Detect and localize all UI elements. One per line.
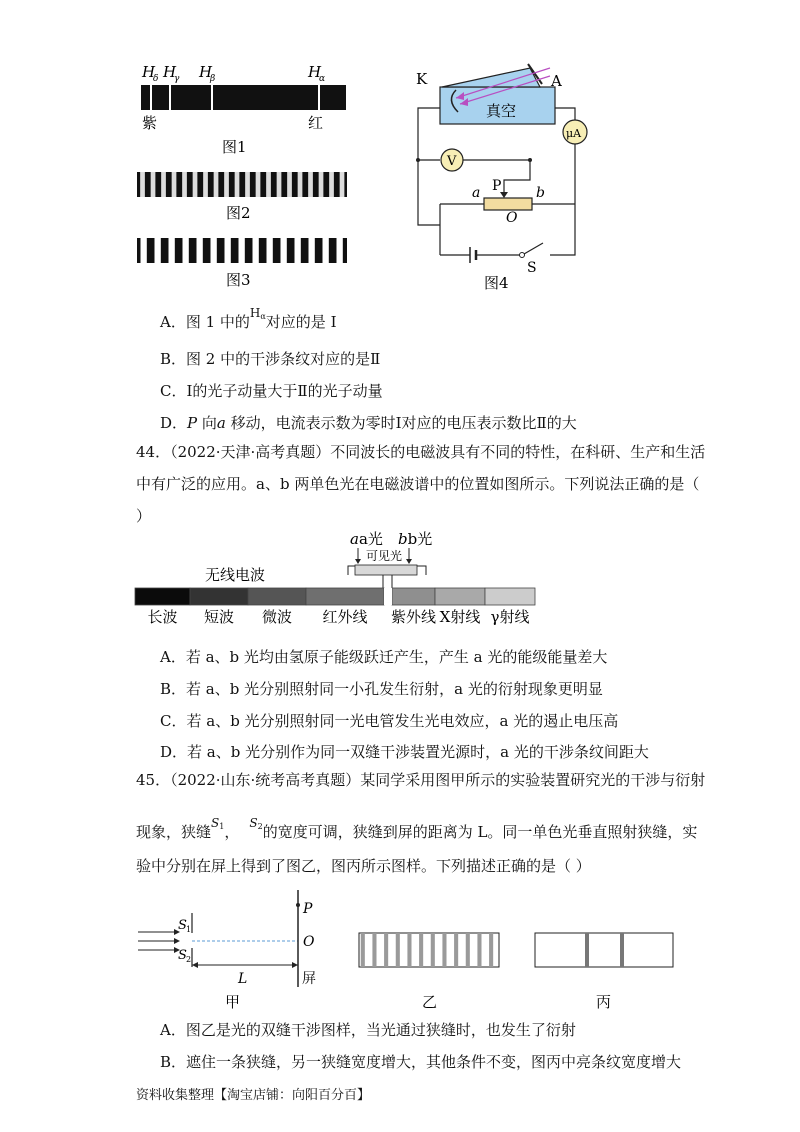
fig3-bright-fringe	[281, 238, 287, 263]
a-light-label: aa光	[350, 530, 383, 548]
yi-dark-fringe	[477, 933, 481, 967]
fig3-bright-fringe	[211, 238, 217, 263]
switch-pivot	[520, 253, 525, 258]
p-label: P	[303, 901, 313, 917]
fig3-bright-fringe	[225, 238, 231, 263]
em-band	[135, 588, 190, 605]
em-band-label: 微波	[261, 608, 293, 626]
q45-line2-prefix: 现象，狭缝	[136, 823, 212, 841]
wire-left	[418, 108, 440, 225]
v-label: V	[447, 154, 457, 169]
line-h-alpha	[318, 85, 320, 110]
q43-option-d-suffix: 移动，电流表示数为零时Ⅰ对应的电压表示数比Ⅱ的大	[225, 414, 577, 432]
screen-label: 屏	[302, 971, 316, 987]
wire-to-p	[504, 160, 530, 192]
q45-option-a: A．图乙是光的双缝干涉图样，当光通过狭缝时，也发生了衍射	[160, 1021, 576, 1039]
em-band-label: 短波	[203, 608, 235, 626]
em-band	[392, 588, 435, 605]
h-alpha-label: H	[308, 63, 322, 81]
fig2-bright-fringe	[151, 172, 156, 197]
q45-stem-line2	[136, 816, 698, 845]
fig2-bright-fringe	[161, 172, 166, 197]
radio-title: 无线电波	[205, 566, 266, 584]
fig2-bright-fringe	[319, 172, 324, 197]
em-band-label: γ射线	[490, 608, 530, 626]
fig2-caption: 图2	[226, 204, 251, 222]
p-label: P	[492, 178, 502, 194]
fig4-circuit	[400, 50, 600, 295]
bing-pattern-frame	[535, 933, 673, 967]
fig2-bright-fringe	[277, 172, 282, 197]
fig2-bright-fringe	[140, 172, 145, 197]
a-label: A	[551, 72, 562, 90]
fig2-bright-fringe	[266, 172, 271, 197]
o-label: O	[303, 934, 315, 950]
q43-option-a	[160, 306, 337, 335]
fig3-bright-fringe	[197, 238, 203, 263]
fig2-bright-fringe	[298, 172, 303, 197]
fig3-fringes	[137, 238, 347, 263]
visible-band	[355, 565, 417, 575]
fig2-bright-fringe	[193, 172, 198, 197]
bing-caption: 丙	[596, 993, 612, 1011]
q43-option-c: C．Ⅰ的光子动量大于Ⅱ的光子动量	[160, 382, 383, 400]
q44-option-a: A．若 a、b 光均由氢原子能级跃迁产生，产生 a 光的能级能量差大	[160, 648, 608, 666]
bing-dark-band-left	[585, 933, 589, 967]
em-band	[435, 588, 485, 605]
yi-dark-fringe	[431, 933, 435, 967]
q45-stem-line1: 45．（2022·山东·统考高考真题）某同学采用图甲所示的实验装置研究光的干涉与衍射	[136, 771, 706, 789]
ua-label: μA	[566, 127, 582, 140]
em-band	[248, 588, 306, 605]
em-spectrum-svg	[130, 528, 540, 628]
yi-dark-fringe	[384, 933, 388, 967]
q45-s1-sub: 1	[219, 822, 225, 831]
q44-option-b: B．若 a、b 光分别照射同一小孔发生衍射，a 光的衍射现象更明显	[160, 680, 603, 698]
q45-s2-sub: 2	[257, 822, 263, 831]
q43-option-b: B．图 2 中的干涉条纹对应的是Ⅱ	[160, 350, 381, 368]
q44-stem-line3: ）	[136, 507, 152, 525]
incident-arrows	[138, 929, 180, 953]
a-end-label: a	[472, 185, 481, 201]
slit-s2-label: S	[178, 948, 187, 963]
fig2-bright-fringe	[308, 172, 313, 197]
b-end-label: b	[536, 185, 545, 201]
em-band	[485, 588, 535, 605]
h-beta-sub: β	[210, 74, 216, 84]
em-band-label: 长波	[147, 608, 178, 626]
fig2-bright-fringe	[182, 172, 187, 197]
em-band-label: 紫外线	[390, 608, 437, 626]
q44-option-d: D．若 a、b 光分别作为同一双缝干涉装置光源时，a 光的干涉条纹间距大	[160, 743, 649, 761]
em-band	[190, 588, 248, 605]
visible-gap	[384, 588, 392, 605]
s-label: S	[527, 260, 537, 276]
em-band-label: X射线	[439, 608, 481, 626]
l-label: L	[238, 971, 248, 987]
fig2-bright-fringe	[224, 172, 229, 197]
l-arrow-left	[192, 962, 198, 968]
fig3-bright-fringe	[239, 238, 245, 263]
fig2-bright-fringe	[256, 172, 261, 197]
fig3-bright-fringe	[267, 238, 273, 263]
q44-stem-line1: 44．（2022·天津·高考真题）不同波长的电磁波具有不同的特性，在科研、生产和生活	[136, 443, 706, 461]
o-label: O	[506, 210, 518, 226]
yi-dark-fringe	[454, 933, 458, 967]
fig3-bright-fringe	[141, 238, 147, 263]
fig2-bright-fringe	[203, 172, 208, 197]
b-arrow-head	[406, 559, 412, 564]
fig4-svg	[400, 50, 600, 295]
q45-sep: ，	[224, 823, 240, 841]
wire-right	[550, 144, 575, 255]
fig2-bright-fringe	[287, 172, 292, 197]
yi-dark-fringe	[466, 933, 470, 967]
b-light-label: bb光	[398, 530, 433, 548]
q43-option-d	[160, 413, 577, 433]
line-h-delta	[150, 85, 152, 110]
slit-s1-label: S	[178, 918, 187, 933]
rheostat	[484, 198, 532, 210]
q43-option-d-mid: 向	[197, 414, 217, 432]
footer-source: 资料收集整理【淘宝店铺：向阳百分百】	[136, 1088, 371, 1103]
wire-right-top	[555, 108, 575, 120]
fig3-bright-fringe	[155, 238, 161, 263]
q45-stem-line3: 验中分别在屏上得到了图乙，图丙所示图样。下列描述正确的是（ ）	[136, 857, 591, 875]
fig3-bright-fringe	[183, 238, 189, 263]
q43-option-d-p: P	[187, 414, 198, 432]
fig4-caption: 图4	[484, 274, 509, 292]
line-h-beta	[211, 85, 213, 110]
q45-figures-svg	[130, 885, 690, 1015]
fig2-background	[137, 172, 347, 197]
fig2-bright-fringe	[172, 172, 177, 197]
yi-dark-fringe	[489, 933, 493, 967]
q45-s1: S	[211, 816, 220, 830]
q45-s2: S	[249, 816, 258, 830]
yi-dark-fringe	[419, 933, 423, 967]
fig2-bright-fringe	[214, 172, 219, 197]
q44-option-c: C．若 a、b 光分别照射同一光电管发生光电效应，a 光的遏止电压高	[160, 712, 619, 730]
a-light-text: a光	[358, 530, 383, 548]
q45-option-b: B．遮住一条狭缝，另一狭缝宽度增大，其他条件不变，图丙中亮条纹宽度增大	[160, 1053, 682, 1071]
h-gamma-sub: γ	[174, 74, 180, 84]
slit-s1-sub: 1	[186, 925, 192, 934]
fig3-bright-fringe	[253, 238, 259, 263]
fig2-bright-fringe	[340, 172, 345, 197]
q43-option-a-suffix: 对应的是 I	[265, 313, 337, 331]
q43-option-d-prefix: D．	[160, 414, 188, 432]
h-delta-sub: δ	[153, 74, 159, 84]
fig3-bright-fringe	[169, 238, 175, 263]
junction-left	[416, 158, 420, 162]
q44-stem-line2: 中有广泛的应用。a、b 两单色光在电磁波谱中的位置如图所示。下列说法正确的是（	[136, 475, 700, 493]
fig3-bright-fringe	[337, 238, 343, 263]
slit-s2-sub: 2	[186, 955, 192, 964]
fig1-spectrum	[0, 0, 380, 300]
fig2-bright-fringe	[245, 172, 250, 197]
q43-option-a-symbol: H	[249, 306, 261, 320]
k-label: K	[416, 70, 428, 88]
fig1-3-svg	[0, 0, 380, 300]
spectrum-bar	[141, 85, 346, 110]
jia-caption: 甲	[225, 993, 241, 1011]
yi-caption: 乙	[422, 993, 438, 1011]
fig3-caption: 图3	[226, 271, 251, 289]
yi-dark-fringe	[372, 933, 376, 967]
em-spectrum-figure	[130, 528, 540, 628]
q45-figures	[130, 885, 690, 1015]
fig3-bright-fringe	[309, 238, 315, 263]
h-delta-label: H	[142, 63, 156, 81]
yi-dark-fringe	[361, 933, 365, 967]
h-beta-label: H	[199, 63, 213, 81]
tube-label: 真空	[486, 102, 517, 120]
fig3-bright-fringe	[323, 238, 329, 263]
fig2-bright-fringe	[329, 172, 334, 197]
point-p	[296, 903, 300, 907]
yi-dark-fringe	[396, 933, 400, 967]
red-label: 红	[308, 114, 324, 132]
fig3-bright-fringe	[295, 238, 301, 263]
em-band-label: 红外线	[322, 608, 368, 626]
q43-option-a-prefix: A．图 1 中的	[160, 313, 250, 331]
q43-option-a-symbol-sub: α	[260, 312, 266, 321]
q43-option-d-a: a	[216, 414, 226, 432]
violet-label: 紫	[142, 114, 158, 132]
fig2-bright-fringe	[235, 172, 240, 197]
b-light-text: b光	[407, 530, 433, 548]
yi-dark-fringe	[407, 933, 411, 967]
line-h-gamma	[169, 85, 171, 110]
bing-dark-band-right	[620, 933, 624, 967]
fig2-fringes	[137, 172, 347, 197]
a-arrow-head	[355, 559, 361, 564]
yi-dark-fringe	[442, 933, 446, 967]
fig1-caption: 图1	[222, 138, 247, 156]
visible-label: 可见光	[366, 549, 403, 563]
em-bands	[135, 588, 535, 626]
l-arrow-right	[292, 962, 298, 968]
q45-line2-suffix: 的宽度可调，狭缝到屏的距离为 L。同一单色光垂直照射狭缝，实	[262, 823, 698, 841]
switch-blade	[524, 243, 543, 254]
h-alpha-sub: α	[319, 74, 326, 84]
h-gamma-label: H	[163, 63, 177, 81]
em-band	[306, 588, 384, 605]
